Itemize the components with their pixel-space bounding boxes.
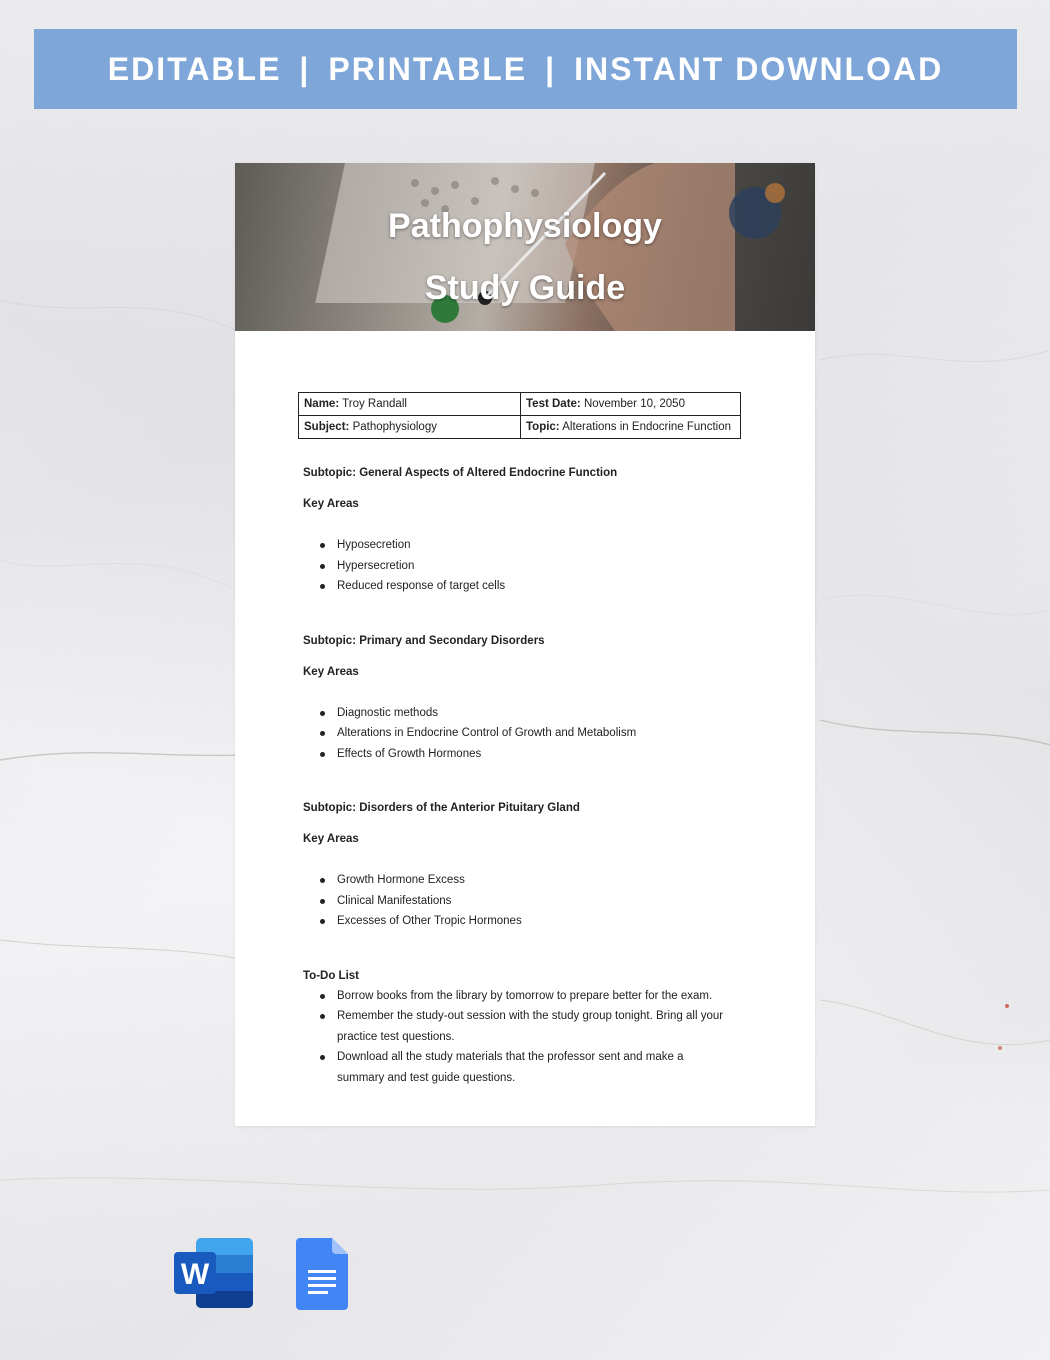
key-areas-list bbox=[303, 703, 743, 765]
key-areas-list bbox=[303, 870, 743, 932]
banner-editable: EDITABLE bbox=[107, 50, 282, 87]
subtopic-section bbox=[303, 463, 743, 597]
todo-heading: To-Do List bbox=[303, 969, 359, 982]
subject-cell bbox=[299, 416, 521, 439]
key-areas-heading: Key Areas bbox=[303, 498, 359, 510]
student-info-table bbox=[298, 392, 741, 439]
list-item: Clinical Manifestations bbox=[303, 891, 743, 912]
topic-cell bbox=[521, 416, 741, 439]
key-areas-heading: Key Areas bbox=[303, 833, 359, 845]
document-title-line-2: Study Guide bbox=[424, 269, 626, 307]
name-cell bbox=[299, 393, 521, 416]
table-row bbox=[299, 393, 741, 416]
todo-list bbox=[303, 986, 743, 1089]
list-item: Excesses of Other Tropic Hormones bbox=[303, 911, 743, 932]
name-label: Name: bbox=[304, 398, 340, 410]
subtopic-heading: Subtopic: General Aspects of Altered Endocrine Function bbox=[303, 467, 618, 479]
topic-label: Topic: bbox=[526, 421, 560, 433]
banner-instant-download: INSTANT DOWNLOAD bbox=[574, 50, 944, 87]
subtopic-heading: Subtopic: Primary and Secondary Disorders bbox=[303, 634, 545, 647]
list-item: Effects of Growth Hormones bbox=[303, 744, 743, 765]
banner-separator: | bbox=[299, 50, 311, 87]
microsoft-word-icon[interactable] bbox=[174, 1238, 254, 1308]
subject-value: Pathophysiology bbox=[352, 421, 437, 433]
name-value: Troy Randall bbox=[342, 398, 407, 410]
list-item: Reduced response of target cells bbox=[303, 576, 743, 597]
todo-item: Download all the study materials that the professor sent and make a summary and test guide questions. bbox=[303, 1047, 743, 1088]
subtopic-section bbox=[303, 631, 743, 765]
subject-label: Subject: bbox=[304, 421, 350, 433]
subtopic-heading: Subtopic: Disorders of the Anterior Pituitary Gland bbox=[303, 802, 580, 814]
todo-item: Borrow books from the library by tomorrow to prepare better for the exam. bbox=[303, 986, 743, 1007]
test-date-value: November 10, 2050 bbox=[583, 398, 685, 410]
key-areas-heading: Key Areas bbox=[303, 665, 359, 678]
header-image bbox=[235, 163, 815, 331]
todo-section bbox=[303, 966, 743, 1089]
topic-value: Alterations in Endocrine Function bbox=[562, 421, 731, 433]
banner-printable: PRINTABLE bbox=[328, 50, 528, 87]
todo-item: Remember the study-out session with the study group tonight. Bring all your practice test questions. bbox=[303, 1006, 743, 1047]
feature-banner bbox=[34, 29, 1017, 109]
list-item: Growth Hormone Excess bbox=[303, 870, 743, 891]
google-docs-icon[interactable] bbox=[296, 1238, 348, 1310]
document-preview bbox=[235, 163, 815, 1126]
list-item: Hyposecretion bbox=[303, 535, 743, 556]
word-icon-letter: W bbox=[180, 1258, 210, 1291]
document-title-line-1: Pathophysiology bbox=[388, 207, 662, 245]
subtopic-section bbox=[303, 798, 743, 932]
document-content bbox=[303, 463, 743, 1088]
list-item: Diagnostic methods bbox=[303, 703, 743, 724]
banner-separator: | bbox=[545, 50, 557, 87]
key-areas-list bbox=[303, 535, 743, 597]
table-row bbox=[299, 416, 741, 439]
list-item: Alterations in Endocrine Control of Growth and Metabolism bbox=[303, 723, 743, 744]
test-date-label: Test Date: bbox=[526, 398, 581, 410]
list-item: Hypersecretion bbox=[303, 556, 743, 577]
test-date-cell bbox=[521, 393, 741, 416]
